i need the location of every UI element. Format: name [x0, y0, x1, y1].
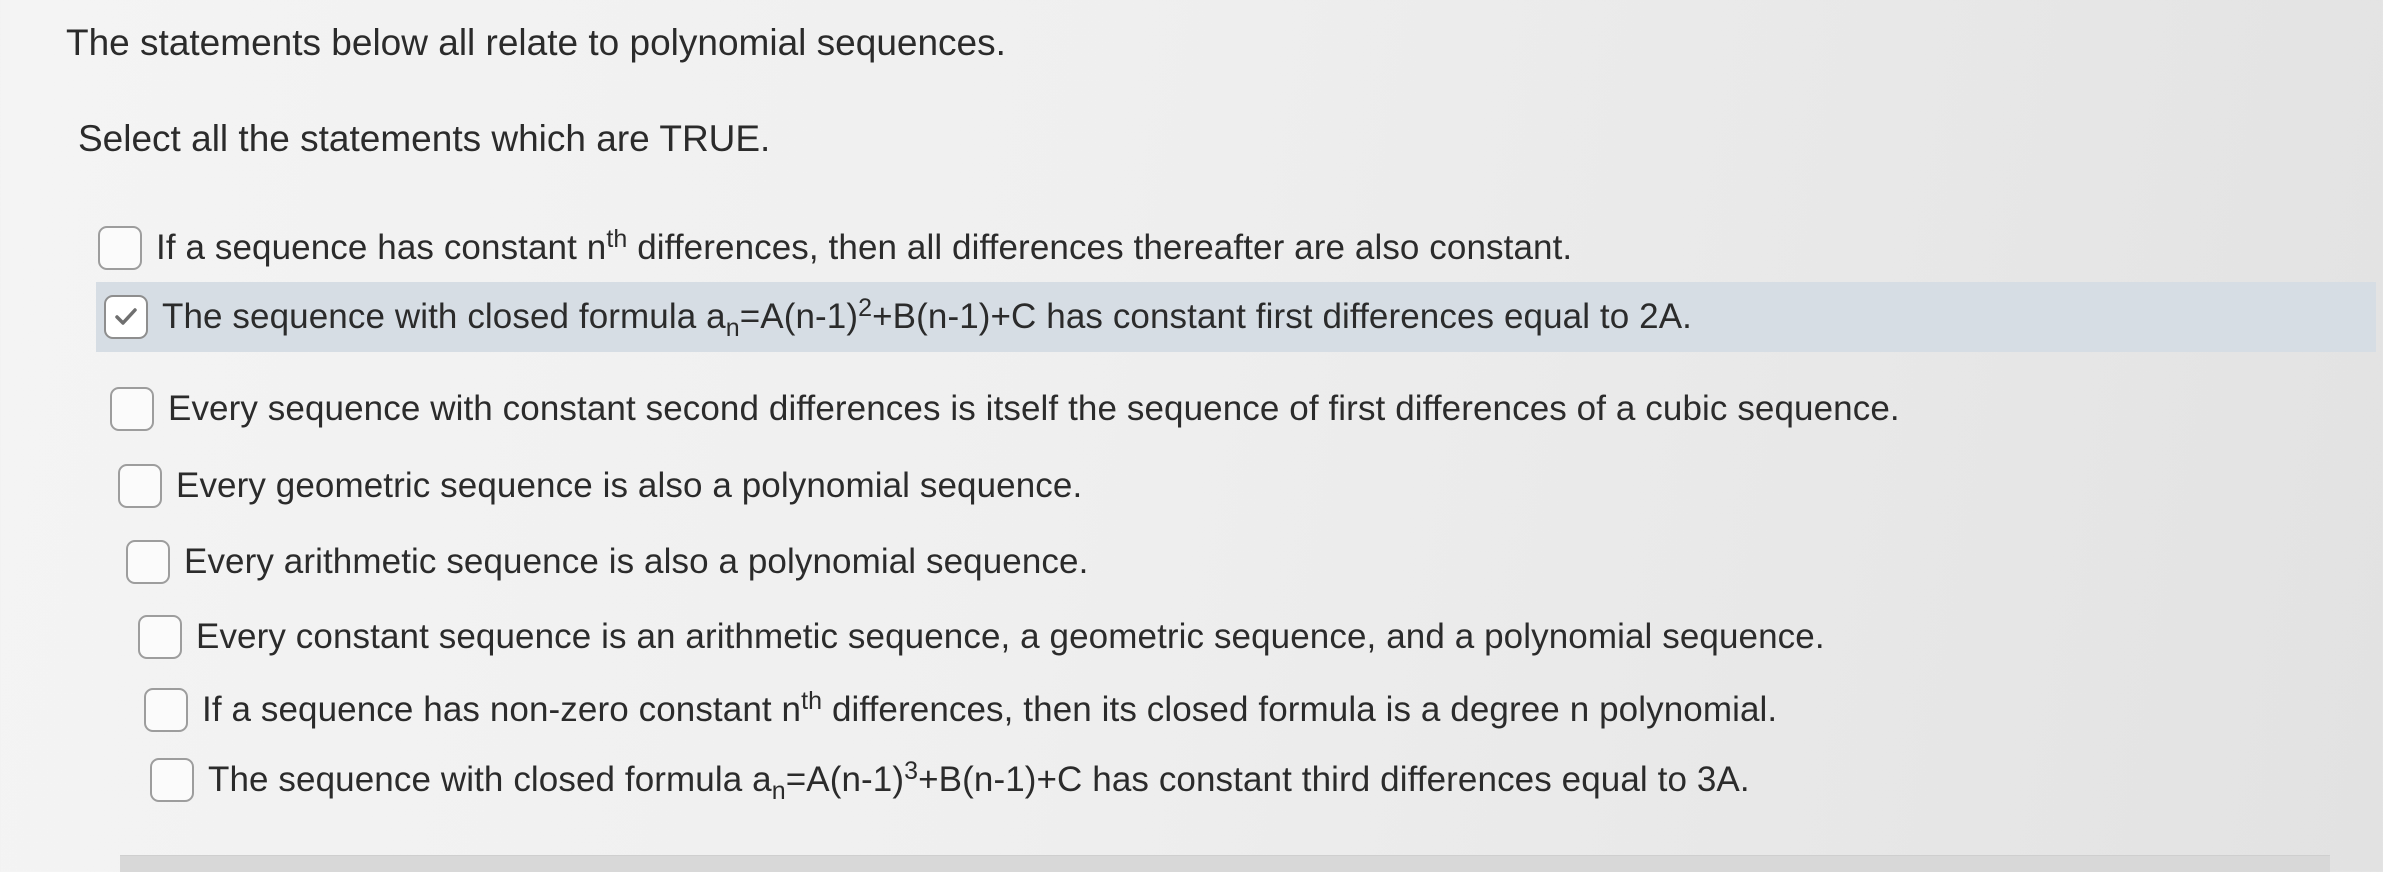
option-4-checkbox[interactable]	[118, 464, 162, 508]
option-1-label: If a sequence has constant $n^{th}$ differences, then all differences thereafter are also constant.	[156, 225, 1573, 267]
option-1[interactable]	[98, 213, 1572, 283]
option-4-label: Every geometric sequence is also a polynomial sequence.	[176, 466, 1083, 505]
option-7-checkbox[interactable]	[144, 688, 188, 732]
check-icon	[111, 302, 141, 332]
option-7-label: If a sequence has non-zero constant $n^{th}$ differences, then its closed formula is a degree n polynomial.	[202, 687, 1778, 729]
question-instruction: Select all the statements which are TRUE.	[78, 118, 771, 159]
option-3-label: Every sequence with constant second differences is itself the sequence of first differences of a cubic sequence.	[168, 389, 1900, 428]
option-6-checkbox[interactable]	[138, 615, 182, 659]
question-title: The statements below all relate to polynomial sequences.	[66, 22, 1006, 63]
option-8-label: The sequence with closed formula $a_n=A(n-1)^3+B(n-1)+C$ has constant third differences equal to 3A.	[208, 757, 1750, 805]
option-7[interactable]	[144, 675, 1777, 745]
option-8[interactable]	[150, 745, 1750, 815]
option-5[interactable]	[126, 527, 1088, 597]
option-1-checkbox[interactable]	[98, 226, 142, 270]
footer-bar	[120, 855, 2330, 872]
option-6[interactable]	[138, 602, 1825, 672]
option-8-checkbox[interactable]	[150, 758, 194, 802]
option-2-label: The sequence with closed formula $a_n=A(n-1)^2+B(n-1)+C$ has constant first differences equal to 2A.	[162, 294, 1692, 342]
option-5-checkbox[interactable]	[126, 540, 170, 584]
option-2-checkbox[interactable]	[104, 295, 148, 339]
option-4[interactable]	[118, 451, 1082, 521]
option-3-checkbox[interactable]	[110, 387, 154, 431]
option-2[interactable]	[96, 282, 2376, 352]
option-6-label: Every constant sequence is an arithmetic sequence, a geometric sequence, and a polynomial sequence.	[196, 617, 1825, 656]
option-5-label: Every arithmetic sequence is also a polynomial sequence.	[184, 542, 1089, 581]
option-3[interactable]	[110, 374, 1900, 444]
